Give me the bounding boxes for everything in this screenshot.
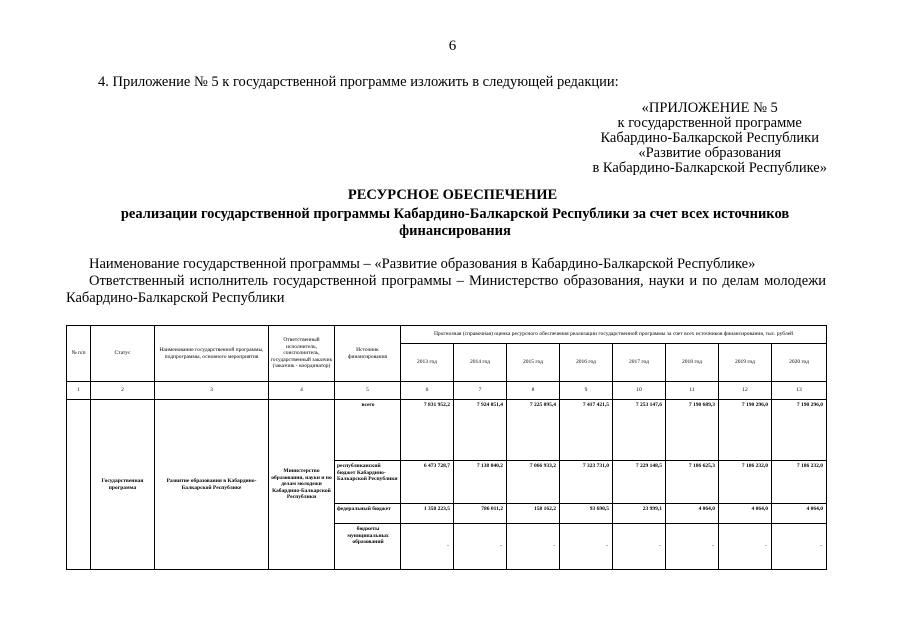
column-number: 8 [507, 382, 560, 400]
value-cell: 1 358 223,5 [401, 504, 454, 524]
column-number: 5 [335, 382, 401, 400]
value-cell: 7 190 689,3 [666, 400, 719, 461]
value-cell: 7 186 232,0 [719, 461, 772, 504]
column-number: 10 [613, 382, 666, 400]
value-cell: 4 064,0 [666, 504, 719, 524]
value-cell: 7 323 731,0 [560, 461, 613, 504]
value-cell: - [772, 524, 827, 570]
page-number: 6 [448, 38, 457, 54]
value-cell: 158 162,2 [507, 504, 560, 524]
column-number: 1 [67, 382, 91, 400]
program-cell: Развитие образования в Кабардино-Балкарской Республике [155, 400, 269, 570]
value-cell: 7 924 851,4 [454, 400, 507, 461]
value-cell: 7 066 933,2 [507, 461, 560, 504]
value-cell: - [613, 524, 666, 570]
header-executor: Ответственный исполнитель, соисполнитель, государственный заказчик (заказчик - координатор) [269, 326, 335, 382]
executor-text: Ответственный исполнитель государственной программы – Министерство образования, науки и по делам молодежи Кабардино-Балкарской Республики [66, 273, 826, 306]
column-number: 13 [772, 382, 827, 400]
appendix-line: Кабардино-Балкарской Республики [600, 130, 819, 146]
value-cell: 6 473 728,7 [401, 461, 454, 504]
responsible-cell: Министерство образования, науки и по делам молодежи Кабардино-Балкарской Республики [269, 400, 335, 570]
header-source: Источник финансирования [335, 326, 401, 382]
status-cell: Государственная программа [91, 400, 155, 570]
column-number: 6 [401, 382, 454, 400]
header-year: 2019 год [719, 344, 772, 382]
column-number: 2 [91, 382, 155, 400]
header-year: 2015 год [507, 344, 560, 382]
column-number: 9 [560, 382, 613, 400]
value-cell: 7 831 952,2 [401, 400, 454, 461]
column-number: 12 [719, 382, 772, 400]
value-cell: 7 186 232,0 [772, 461, 827, 504]
value-cell: 7 190 296,0 [719, 400, 772, 461]
value-cell: - [454, 524, 507, 570]
value-cell: - [666, 524, 719, 570]
appendix-line: «ПРИЛОЖЕНИЕ № 5 [641, 100, 778, 116]
header-year: 2018 год [666, 344, 719, 382]
header-name: Наименование государственной программы, подпрограммы, основного мероприятия [155, 326, 269, 382]
value-cell: 4 064,0 [772, 504, 827, 524]
value-cell: 786 011,2 [454, 504, 507, 524]
header-year: 2017 год [613, 344, 666, 382]
source-cell: бюджеты муниципальных образований [335, 524, 401, 570]
source-cell: федеральный бюджет [335, 504, 401, 524]
value-cell: - [560, 524, 613, 570]
value-cell: - [507, 524, 560, 570]
column-number: 3 [155, 382, 269, 400]
header-num: № п/п [67, 326, 91, 382]
table-row [67, 400, 827, 461]
appendix-line: «Развитие образования [638, 145, 782, 161]
column-number: 7 [454, 382, 507, 400]
source-cell: всего [335, 400, 401, 461]
value-cell: 93 690,5 [560, 504, 613, 524]
header-year: 2013 год [401, 344, 454, 382]
source-cell: республиканский бюджет Кабардино-Балкарской Республики [335, 461, 401, 504]
value-cell: 7 138 840,2 [454, 461, 507, 504]
header-forecast: Прогнозная (справочная) оценка ресурсного обеспечения реализации государственной программы за счет всех источников финансирования, тыс. рублей [401, 326, 827, 344]
document-title: РЕСУРСНОЕ ОБЕСПЕЧЕНИЕ [347, 187, 558, 203]
header-year: 2020 год [772, 344, 827, 382]
appendix-header [592, 101, 827, 176]
resource-table [66, 325, 827, 570]
value-cell: 7 253 147,6 [613, 400, 666, 461]
header-year: 2014 год [454, 344, 507, 382]
appendix-line: в Кабардино-Балкарской Республике» [592, 160, 827, 176]
column-number: 11 [666, 382, 719, 400]
value-cell: 4 064,0 [719, 504, 772, 524]
value-cell: 7 225 095,4 [507, 400, 560, 461]
value-cell: 7 229 148,5 [613, 461, 666, 504]
value-cell: 7 190 296,0 [772, 400, 827, 461]
intro-text: 4. Приложение № 5 к государственной программе изложить в следующей редакции: [98, 74, 619, 90]
value-cell: - [719, 524, 772, 570]
value-cell: 23 999,1 [613, 504, 666, 524]
header-status: Статус [91, 326, 155, 382]
value-cell: 7 417 421,5 [560, 400, 613, 461]
appendix-line: к государственной программе [617, 115, 802, 131]
column-number: 4 [269, 382, 335, 400]
program-name-text: Наименование государственной программы – «Развитие образования в Кабардино-Балкарской Республике» [89, 256, 756, 272]
document-subtitle: реализации государственной программы Кабардино-Балкарской Республики за счет всех источников финансирования [120, 206, 790, 239]
value-cell: 7 186 625,3 [666, 461, 719, 504]
value-cell: - [401, 524, 454, 570]
header-year: 2016 год [560, 344, 613, 382]
row-num-cell [67, 400, 91, 570]
